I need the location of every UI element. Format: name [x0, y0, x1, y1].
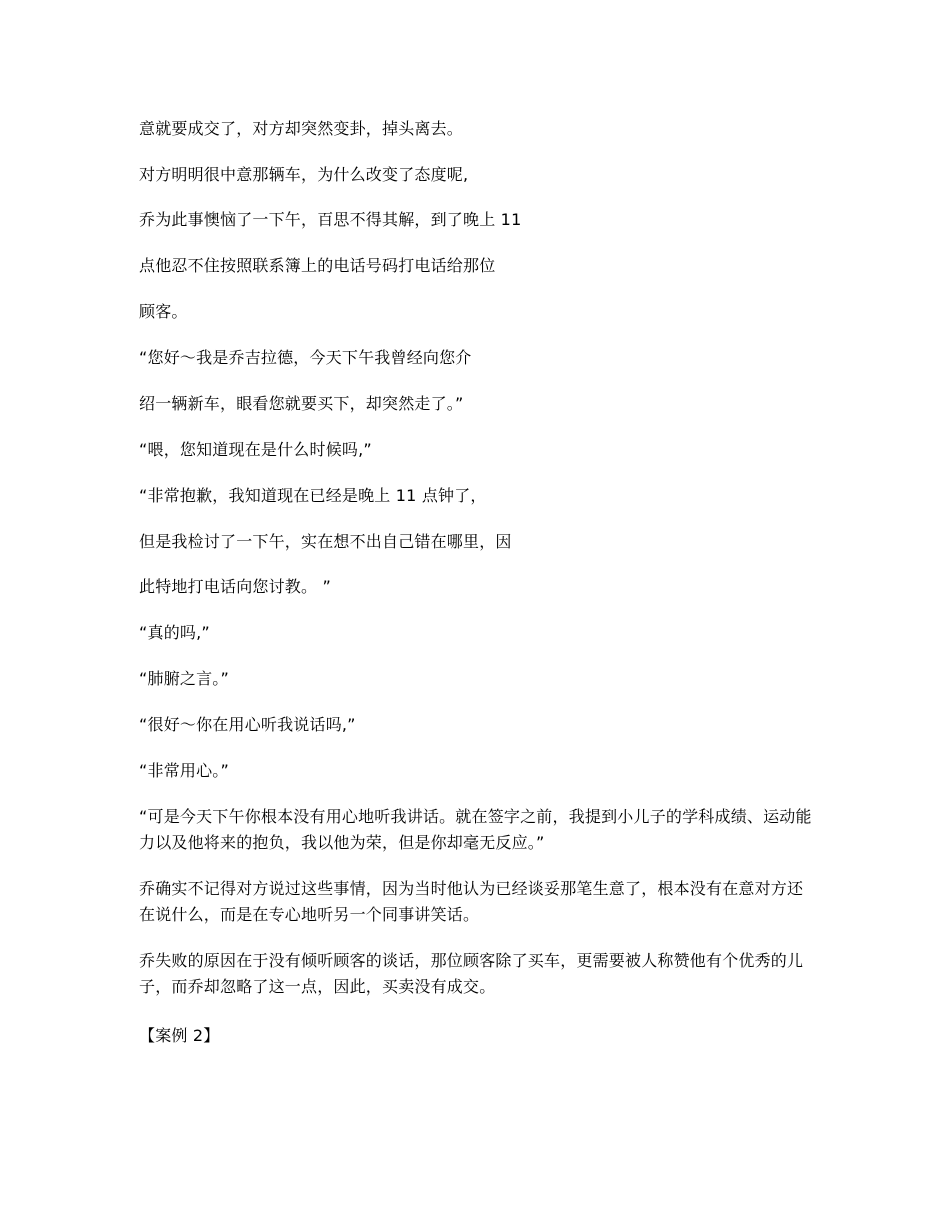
paragraph-15: “非常用心。” [139, 761, 229, 780]
paragraph-16: “可是今天下午你根本没有用心地听我讲话。就在签字之前，我提到小儿子的学科成绩、运动能力以及他将来的抱负，我以他为荣，但是你却毫无反应。” [139, 807, 812, 852]
paragraph-8: “喂，您知道现在是什么时候吗,” [139, 440, 372, 459]
paragraph-11: 此特地打电话向您讨教。 ” [139, 577, 331, 596]
paragraph-14: “很好～你在用心听我说话吗,” [139, 715, 356, 734]
paragraph-12: “真的吗,” [139, 623, 210, 642]
paragraph-1: 意就要成交了，对方却突然变卦，掉头离去。 [139, 119, 464, 138]
paragraph-6: “您好～我是乔吉拉德，今天下午我曾经向您介 [139, 348, 472, 367]
paragraph-4: 点他忍不住按照联系簿上的电话号码打电话给那位 [139, 256, 496, 275]
paragraph-9: “非常抱歉，我知道现在已经是晚上 11 点钟了， [139, 486, 487, 505]
section-heading-case-2: 【案例 2】 [139, 1026, 220, 1045]
paragraph-13: “肺腑之言。” [139, 669, 229, 688]
paragraph-5: 顾客。 [139, 302, 188, 321]
paragraph-17: 乔确实不记得对方说过这些事情，因为当时他认为已经谈妥那笔生意了，根本没有在意对方还在说什么，而是在专心地听另一个同事讲笑话。 [139, 879, 804, 924]
paragraph-3: 乔为此事懊恼了一下午，百思不得其解，到了晚上 11 [139, 210, 522, 229]
paragraph-7: 绍一辆新车，眼看您就要买下，却突然走了。” [139, 394, 464, 413]
paragraph-10: 但是我检讨了一下午，实在想不出自己错在哪里，因 [139, 532, 512, 551]
paragraph-18: 乔失败的原因在于没有倾听顾客的谈话，那位顾客除了买车，更需要被人称赞他有个优秀的儿子，而乔却忽略了这一点，因此，买卖没有成交。 [139, 951, 804, 996]
paragraph-2: 对方明明很中意那辆车，为什么改变了态度呢, [139, 165, 469, 184]
